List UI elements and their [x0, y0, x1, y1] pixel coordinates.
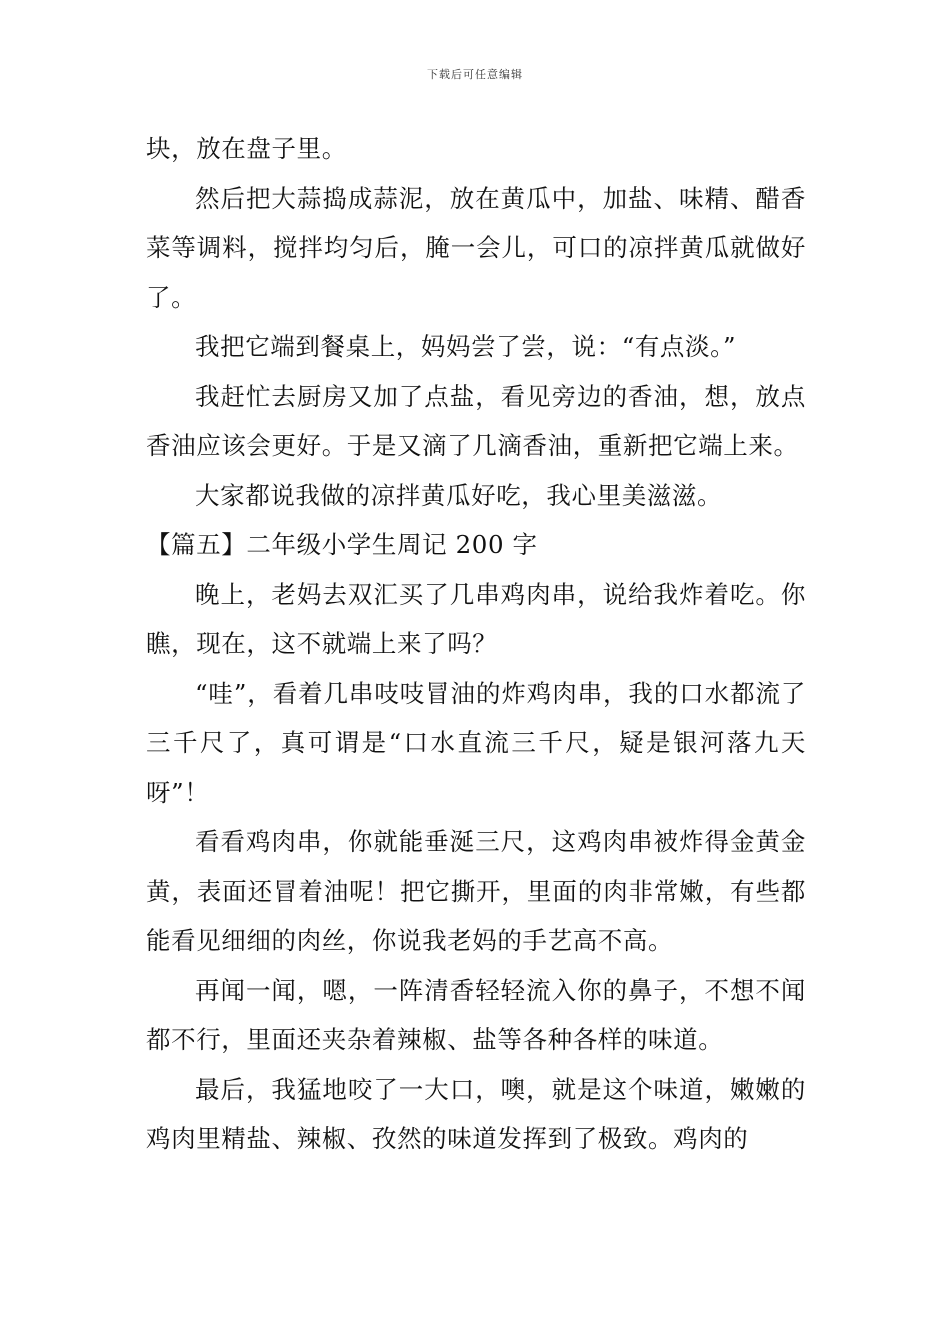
paragraph-continuation: 块，放在盘子里。: [146, 134, 347, 163]
paragraph: “哇”，看着几串吱吱冒油的炸鸡肉串，我的口水都流了三千尺了，真可谓是“口水直流三千尺，疑是银河落九天呀”！: [146, 678, 806, 807]
paragraph: 我赶忙去厨房又加了点盐，看见旁边的香油，想，放点香油应该会更好。于是又滴了几滴香油，重新把它端上来。: [146, 381, 806, 460]
section-heading: 【篇五】二年级小学生周记 200 字: [146, 530, 538, 559]
paragraph: 我把它端到餐桌上，妈妈尝了尝，说：“有点淡。”: [195, 332, 737, 361]
document-body: [146, 124, 806, 1164]
paragraph: 大家都说我做的凉拌黄瓜好吃，我心里美滋滋。: [195, 480, 723, 510]
paragraph: 看看鸡肉串，你就能垂涎三尺，这鸡肉串被炸得金黄金黄，表面还冒着油呢！把它撕开，里面的肉非常嫩，有些都能看见细细的肉丝，你说我老妈的手艺高不高。: [146, 827, 806, 955]
paragraph: 然后把大蒜捣成蒜泥，放在黄瓜中，加盐、味精、醋香菜等调料，搅拌均匀后，腌一会儿，可口的凉拌黄瓜就做好了。: [146, 183, 806, 312]
paragraph: 最后，我猛地咬了一大口，噢，就是这个味道，嫩嫩的鸡肉里精盐、辣椒、孜然的味道发挥到了极致。鸡肉的: [146, 1074, 806, 1153]
paragraph: 晚上，老妈去双汇买了几串鸡肉串，说给我炸着吃。你瞧，现在，这不就端上来了吗？: [146, 579, 806, 658]
header-note: 下载后可任意编辑: [427, 68, 523, 81]
paragraph: 再闻一闻，嗯，一阵清香轻轻流入你的鼻子，不想不闻都不行，里面还夹杂着辣椒、盐等各种各样的味道。: [146, 975, 806, 1054]
